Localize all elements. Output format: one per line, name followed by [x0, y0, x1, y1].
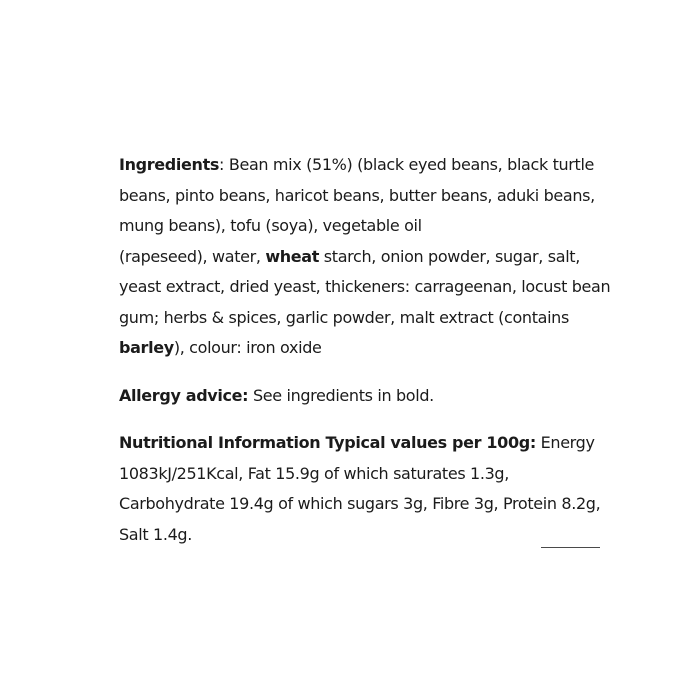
- ingredients-line-1: [119, 150, 609, 181]
- nutrition-line-2: 1083kJ/251Kcal, Fat 15.9g of which saturates 1.3g,: [119, 463, 509, 483]
- allergy-text: See ingredients in bold.: [248, 385, 434, 405]
- nutrition-line-1: [119, 428, 609, 459]
- nutrition-heading: Nutritional Information Typical values per 100g:: [119, 433, 536, 452]
- horizontal-divider: [541, 547, 600, 548]
- ingredients-text: : Bean mix (51%) (black eyed beans, black turtle: [219, 155, 595, 174]
- ingredients-line-3: mung beans), tofu (soya), vegetable oil: [119, 216, 422, 235]
- nutrition-line-3: Carbohydrate 19.4g of which sugars 3g, Fibre 3g, Protein 8.2g,: [119, 494, 601, 513]
- paragraph-spacer: [119, 364, 609, 381]
- product-label-text: [119, 150, 609, 550]
- nutrition-line-4: Salt 1.4g.: [119, 524, 192, 544]
- ingredients-line-7: [119, 333, 609, 364]
- allergy-heading: Allergy advice:: [119, 385, 249, 405]
- allergen-wheat: wheat: [265, 246, 320, 266]
- nutrition-paragraph: [119, 428, 609, 550]
- ingredients-heading: Ingredients: [119, 155, 220, 174]
- allergen-barley: barley: [119, 338, 174, 357]
- ingredients-text: starch, onion powder, sugar, salt,: [319, 246, 580, 266]
- ingredients-line-6: gum; herbs & spices, garlic powder, malt extract (contains: [119, 307, 569, 327]
- nutrition-text: Energy: [535, 433, 595, 452]
- ingredients-text: (rapeseed), water,: [119, 246, 266, 266]
- ingredients-line-5: yeast extract, dried yeast, thickeners: carrageenan, locust bean: [119, 277, 611, 296]
- ingredients-line-2: beans, pinto beans, haricot beans, butter beans, aduki beans,: [119, 185, 595, 205]
- allergy-paragraph: [119, 381, 609, 412]
- ingredients-text: ), colour: iron oxide: [173, 338, 322, 357]
- paragraph-spacer: [119, 411, 609, 428]
- allergy-line: [119, 381, 609, 412]
- ingredients-paragraph: [119, 150, 609, 364]
- ingredients-line-4: [119, 242, 609, 273]
